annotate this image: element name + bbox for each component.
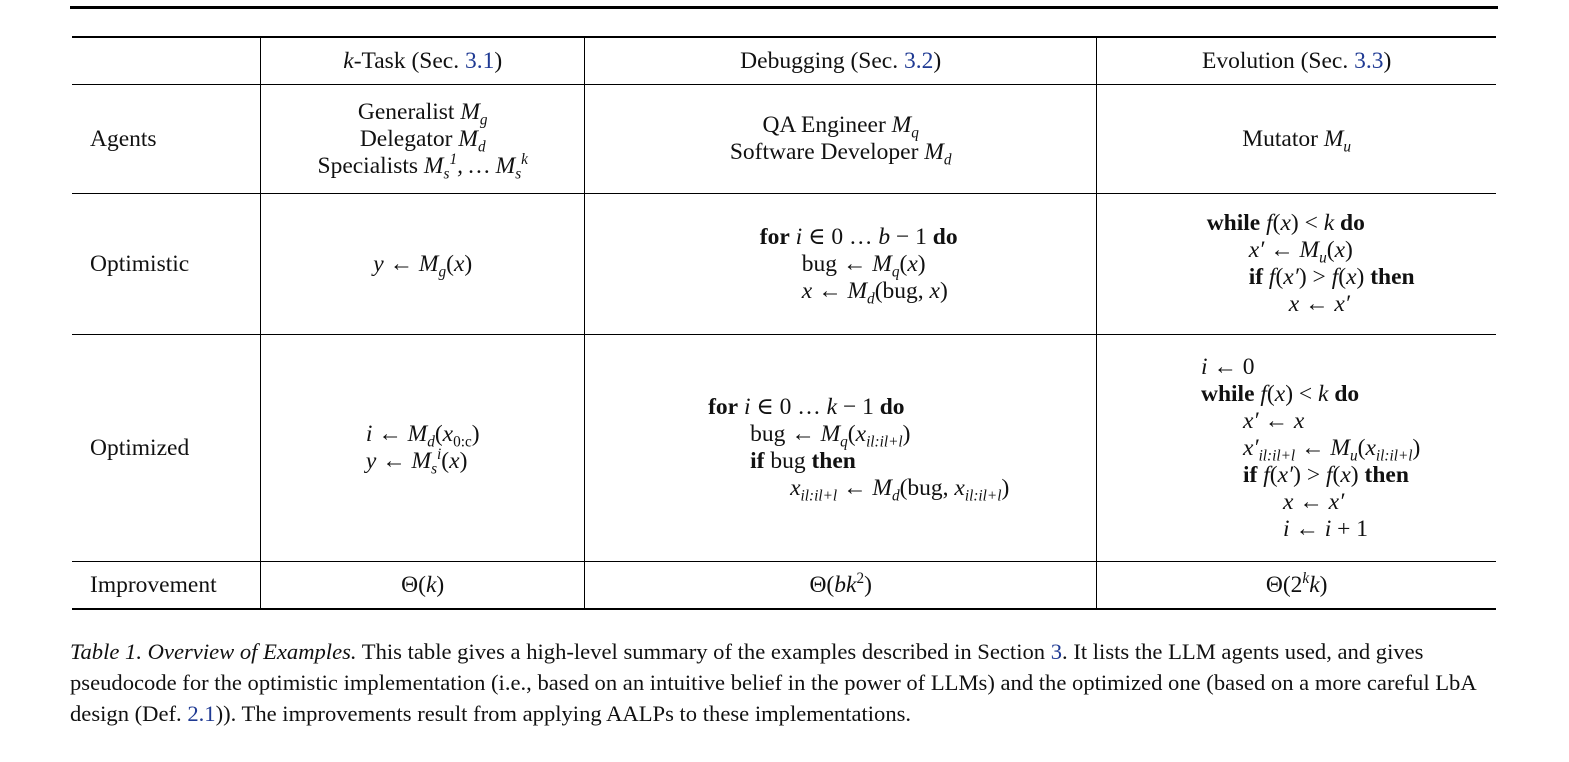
optimized-evolution: i ← 0 while f(x) < k do x′ ← x $x'_{il:il+l}$ ← $M_u(x_{il:il+l})$ if f(x′) > f(x) then x ← x′ i ← i + 1: [1097, 335, 1496, 562]
row-label-agents: Agents: [72, 85, 261, 194]
improvement-ktask: Θ(k): [261, 562, 585, 610]
agent-mutator: Mutator: [1242, 125, 1318, 152]
row-label-optimized: Optimized: [72, 335, 261, 562]
header-ktask-ref[interactable]: 3.1: [464, 47, 495, 74]
row-label-improvement: Improvement: [72, 562, 261, 610]
row-label-optimistic: Optimistic: [72, 194, 261, 335]
agents-evolution: Mutator $M_u$: [1097, 85, 1496, 194]
paren: ): [1383, 47, 1392, 74]
caption-label: Table 1. Overview of Examples.: [70, 639, 357, 664]
optimistic-ktask: y ← $M_g(x)$: [261, 194, 585, 335]
header-evolution-label: Evolution (Sec.: [1202, 47, 1355, 74]
header-corner: [72, 37, 261, 85]
table-row-improvement: [72, 562, 1496, 610]
caption-text-1: This table gives a high-level summary of the examples described in Section: [356, 639, 1051, 664]
agents-ktask: Generalist $M_g$ Delegator $M_d$ Specialists $M_s^1$, … $M_s^k$: [261, 85, 585, 194]
header-debugging-ref[interactable]: 3.2: [903, 47, 934, 74]
improvement-evolution: Θ(2$^k$k): [1097, 562, 1496, 610]
header-k: k: [343, 47, 354, 74]
table-row-optimistic: [72, 194, 1496, 335]
caption-text-3: )). The improvements result from applying AALPs to these implementations.: [215, 701, 912, 726]
overview-table: [72, 36, 1496, 610]
header-evolution-ref[interactable]: 3.3: [1354, 47, 1384, 74]
optimistic-evolution: while f(x) < k do x′ ← $M_u(x)$ if f(x′) > f(x) then x ← x′: [1097, 194, 1496, 335]
header-debugging: [585, 37, 1097, 85]
agent-generalist: Generalist: [357, 98, 455, 125]
improvement-debugging: $\Theta(bk^2)$: [585, 562, 1097, 610]
top-rule: [70, 6, 1498, 9]
table-row-optimized: [72, 335, 1496, 562]
caption-text-2: . It lists the LLM agents used, and gives pseudocode for the optimistic implementation (i.e., based on an intuitive belief in the power of LLMs) and the optimized one (based on a more careful LbA design (Def.: [70, 639, 1476, 726]
optimized-debugging: for i ∈ 0 … k − 1 do bug ← $M_q(x_{il:il+l})$ if bug then $x_{il:il+l}$ ← $M_d(bug$, $x_{il:il+l}$): [585, 335, 1097, 562]
optimized-ktask: i ← $M_d(x_{0:c})$ y ← $M_s^i(x)$: [261, 335, 585, 562]
agent-qa-engineer: QA Engineer: [762, 112, 886, 138]
caption-ref-def[interactable]: 2.1: [187, 701, 216, 726]
agent-specialists: Specialists: [317, 152, 419, 179]
header-debugging-label: Debugging (Sec.: [740, 47, 904, 74]
header-ktask-label: -Task (Sec.: [353, 47, 465, 74]
header-evolution: [1097, 37, 1496, 85]
optimistic-debugging: for i ∈ 0 … b − 1 do bug ← $M_q(x)$ x ← $M_d(bug$, x): [585, 194, 1097, 335]
header-ktask: [261, 37, 585, 85]
agents-debugging: QA Engineer $M_q$ Software Developer $M_d$: [585, 85, 1097, 194]
table-row-agents: [72, 85, 1496, 194]
agent-delegator: Delegator: [359, 125, 453, 152]
paren: ): [494, 47, 503, 74]
paren: ): [933, 47, 942, 74]
table-header-row: [72, 37, 1496, 85]
caption-ref-section[interactable]: 3: [1050, 639, 1063, 664]
table-caption: [70, 636, 1510, 729]
agent-software-developer: Software Developer: [729, 139, 919, 165]
